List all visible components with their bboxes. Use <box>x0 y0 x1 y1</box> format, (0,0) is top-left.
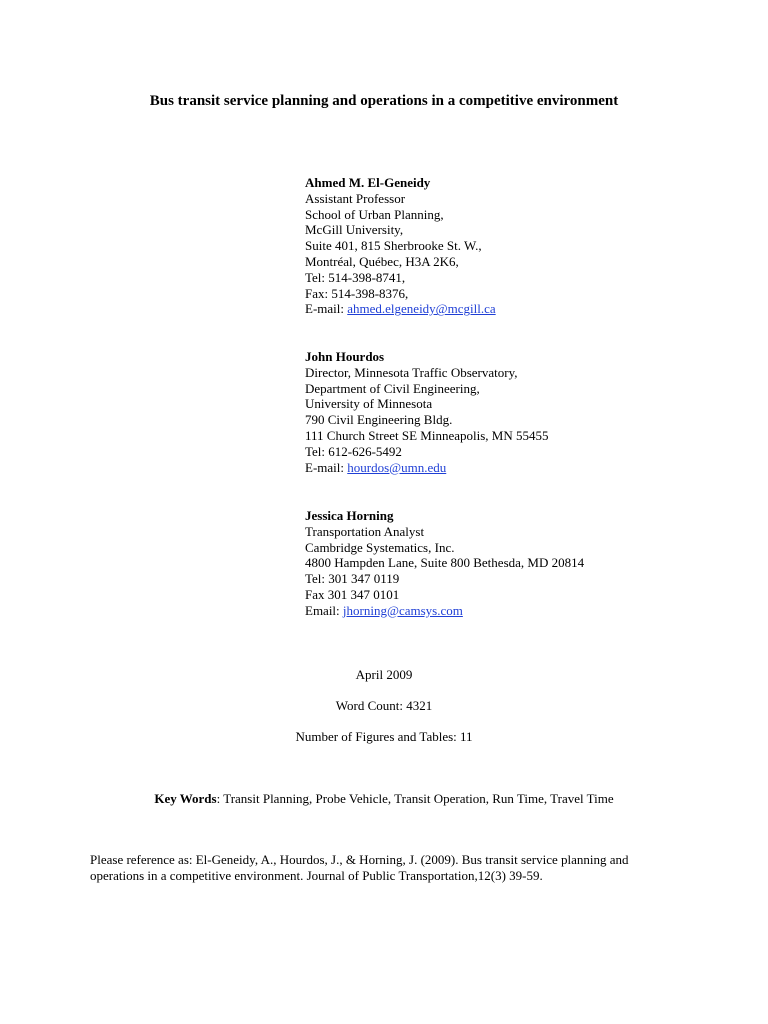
citation-line: operations in a competitive environment. Journal of Public Transportation,12(3) 39-59. <box>90 867 543 883</box>
author-name: John Hourdos <box>305 349 385 364</box>
email-label: E-mail: <box>305 301 348 317</box>
date: April 2009 <box>355 667 413 682</box>
author-line: Cambridge Systematics, Inc. <box>305 539 455 555</box>
author-line: University of Minnesota <box>305 396 433 412</box>
email-label: E-mail: <box>305 459 348 475</box>
paper-title: Bus transit service planning and operations in a competitive environment <box>149 93 619 109</box>
author-line: Fax 301 347 0101 <box>305 586 400 602</box>
email-link[interactable]: jhorning@camsys.com <box>342 602 463 618</box>
author-line: 111 Church Street SE Minneapolis, MN 55455 <box>305 427 549 443</box>
author-line: McGill University, <box>305 222 404 238</box>
email-link[interactable]: ahmed.elgeneidy@mcgill.ca <box>347 301 496 317</box>
keywords-list: : Transit Planning, Probe Vehicle, Transit Operation, Run Time, Travel Time <box>216 791 614 806</box>
author-line: Transportation Analyst <box>305 523 425 539</box>
author-line: Tel: 612-626-5492 <box>305 443 402 459</box>
keywords-label: Key Words <box>154 791 217 806</box>
author-line: 790 Civil Engineering Bldg. <box>305 412 453 428</box>
author-line: Suite 401, 815 Sherbrooke St. W., <box>305 238 482 254</box>
author-email-line <box>305 603 584 619</box>
author-line: Assistant Professor <box>305 190 406 206</box>
citation-line: Please reference as: El-Geneidy, A., Hourdos, J., & Horning, J. (2009). Bus transit service planning and <box>90 852 629 867</box>
email-label: Email: <box>305 602 343 618</box>
figures-tables-count: Number of Figures and Tables: 11 <box>295 729 473 744</box>
author-line: Tel: 514-398-8741, <box>305 269 406 285</box>
word-count: Word Count: 4321 <box>335 698 433 713</box>
author-line: 4800 Hampden Lane, Suite 800 Bethesda, MD 20814 <box>305 555 585 571</box>
author-line: Tel: 301 347 0119 <box>305 571 400 587</box>
author-email-line <box>305 460 549 476</box>
author-block-1 <box>305 175 496 317</box>
citation <box>90 852 690 884</box>
author-name: Ahmed M. El-Geneidy <box>305 175 431 190</box>
author-line: Department of Civil Engineering, <box>305 380 480 396</box>
keywords <box>0 791 768 807</box>
email-link[interactable]: hourdos@umn.edu <box>347 459 447 475</box>
author-line: Fax: 514-398-8376, <box>305 285 409 301</box>
author-line: Montréal, Québec, H3A 2K6, <box>305 253 459 269</box>
author-block-2 <box>305 349 549 475</box>
author-name: Jessica Horning <box>305 508 394 523</box>
author-line: School of Urban Planning, <box>305 206 444 222</box>
author-block-3 <box>305 508 584 619</box>
author-line: Director, Minnesota Traffic Observatory, <box>305 364 518 380</box>
author-email-line <box>305 301 496 317</box>
